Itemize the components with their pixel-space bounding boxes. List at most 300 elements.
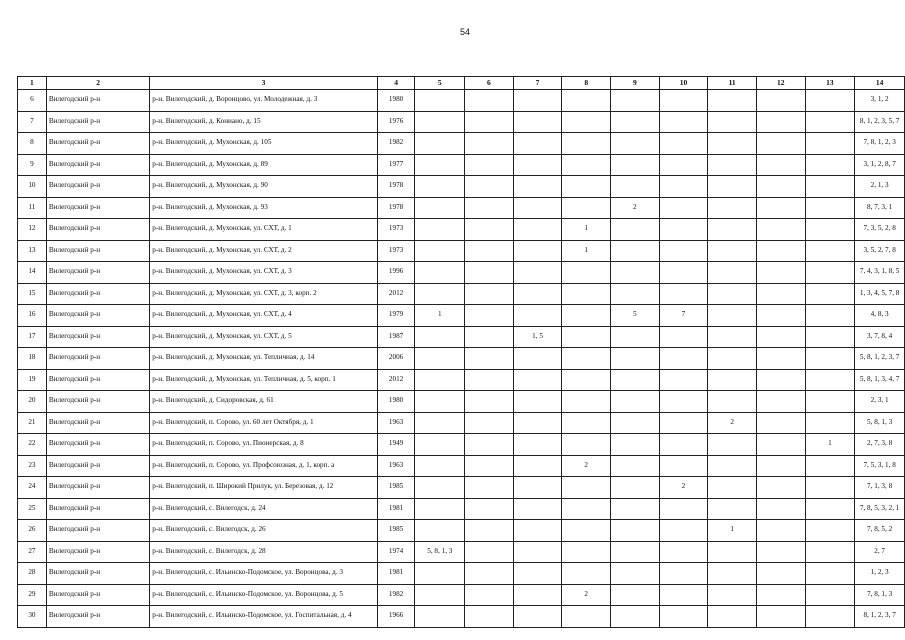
- table-cell: [756, 197, 805, 219]
- table-cell: 7, 4, 3, 1, 8, 5: [855, 262, 905, 284]
- table-cell: р-н. Вилегодский, д. Мухонская, ул. СХТ, д. 4: [150, 305, 377, 327]
- table-cell: [659, 197, 708, 219]
- table-cell: 13: [18, 240, 47, 262]
- table-cell: [465, 111, 514, 133]
- table-cell: [465, 262, 514, 284]
- table-cell: [611, 154, 660, 176]
- table-cell: Вилегодский р-н: [46, 584, 149, 606]
- table-cell: [465, 541, 514, 563]
- table-cell: 1973: [377, 219, 415, 241]
- table-cell: 19: [18, 369, 47, 391]
- table-cell: [415, 219, 465, 241]
- table-cell: [805, 133, 855, 155]
- table-cell: [415, 154, 465, 176]
- table-cell: [805, 563, 855, 585]
- table-cell: [659, 541, 708, 563]
- table-cell: [562, 369, 611, 391]
- table-cell: 7, 8, 1, 2, 3: [855, 133, 905, 155]
- table-cell: [756, 563, 805, 585]
- table-cell: 3, 5, 2, 7, 8: [855, 240, 905, 262]
- table-cell: [756, 412, 805, 434]
- table-cell: [415, 90, 465, 112]
- table-cell: [415, 262, 465, 284]
- table-cell: [415, 563, 465, 585]
- column-header: 1: [18, 77, 47, 90]
- table-cell: [756, 111, 805, 133]
- table-cell: [708, 262, 757, 284]
- table-cell: [513, 584, 562, 606]
- table-cell: р-н. Вилегодский, д. Мухонская, д. 89: [150, 154, 377, 176]
- table-cell: [513, 197, 562, 219]
- table-cell: [756, 477, 805, 499]
- table-row: [18, 606, 905, 628]
- table-cell: р-н. Вилегодский, д. Мухонская, д. 93: [150, 197, 377, 219]
- table-row: [18, 477, 905, 499]
- table-cell: [708, 477, 757, 499]
- table-row: [18, 584, 905, 606]
- table-cell: [611, 111, 660, 133]
- table-cell: [756, 305, 805, 327]
- table-row: [18, 369, 905, 391]
- table-row: [18, 434, 905, 456]
- table-cell: [659, 154, 708, 176]
- table-cell: 1, 3, 4, 5, 7, 8: [855, 283, 905, 305]
- table-cell: 3, 1, 2: [855, 90, 905, 112]
- table-body: [18, 90, 905, 628]
- table-row: [18, 154, 905, 176]
- table-cell: [756, 176, 805, 198]
- table-cell: [415, 369, 465, 391]
- table-cell: [562, 111, 611, 133]
- table-cell: Вилегодский р-н: [46, 412, 149, 434]
- table-cell: [611, 455, 660, 477]
- table-cell: [805, 498, 855, 520]
- table-cell: [756, 369, 805, 391]
- table-row: [18, 262, 905, 284]
- table-cell: [708, 369, 757, 391]
- table-cell: 6: [18, 90, 47, 112]
- table-cell: [805, 412, 855, 434]
- table-cell: [611, 606, 660, 628]
- table-cell: [415, 520, 465, 542]
- table-cell: [465, 520, 514, 542]
- table-cell: [708, 584, 757, 606]
- table-cell: 1: [805, 434, 855, 456]
- table-cell: [465, 219, 514, 241]
- table-cell: 22: [18, 434, 47, 456]
- table-cell: [756, 541, 805, 563]
- table-cell: [756, 133, 805, 155]
- table-cell: [611, 520, 660, 542]
- table-cell: 1: [708, 520, 757, 542]
- table-cell: р-н. Вилегодский, п. Сорово, ул. Пионерская, д. 8: [150, 434, 377, 456]
- table-cell: [659, 262, 708, 284]
- table-cell: [513, 412, 562, 434]
- table-cell: [805, 111, 855, 133]
- table-cell: [465, 133, 514, 155]
- table-cell: [659, 133, 708, 155]
- table-cell: Вилегодский р-н: [46, 154, 149, 176]
- table-row: [18, 541, 905, 563]
- table-cell: [465, 434, 514, 456]
- table-cell: [659, 584, 708, 606]
- table-cell: [562, 477, 611, 499]
- table-cell: [708, 498, 757, 520]
- table-cell: Вилегодский р-н: [46, 520, 149, 542]
- table-row: [18, 197, 905, 219]
- table-cell: [659, 520, 708, 542]
- table-cell: 1966: [377, 606, 415, 628]
- table-cell: [465, 412, 514, 434]
- table-cell: [756, 434, 805, 456]
- table-cell: [756, 240, 805, 262]
- table-cell: Вилегодский р-н: [46, 305, 149, 327]
- table-cell: [659, 90, 708, 112]
- table-cell: [805, 369, 855, 391]
- table-cell: 1977: [377, 154, 415, 176]
- table-cell: [708, 434, 757, 456]
- table-cell: [611, 176, 660, 198]
- table-row: [18, 520, 905, 542]
- table-cell: [562, 541, 611, 563]
- table-cell: р-н. Вилегодский, д. Мухонская, ул. СХТ, д. 3: [150, 262, 377, 284]
- table-cell: [415, 434, 465, 456]
- table-cell: Вилегодский р-н: [46, 348, 149, 370]
- table-cell: р-н. Вилегодский, д. Мухонская, д. 90: [150, 176, 377, 198]
- table-cell: [465, 240, 514, 262]
- table-cell: [465, 348, 514, 370]
- table-cell: 1976: [377, 111, 415, 133]
- table-cell: [513, 240, 562, 262]
- table-cell: [708, 240, 757, 262]
- data-table: [17, 76, 905, 628]
- table-cell: [611, 498, 660, 520]
- table-cell: Вилегодский р-н: [46, 391, 149, 413]
- table-cell: 1978: [377, 176, 415, 198]
- table-cell: 7: [18, 111, 47, 133]
- table-row: [18, 305, 905, 327]
- table-cell: [659, 283, 708, 305]
- table-cell: 1974: [377, 541, 415, 563]
- table-cell: [659, 348, 708, 370]
- table-row: [18, 326, 905, 348]
- table-cell: 2: [659, 477, 708, 499]
- table-cell: [415, 240, 465, 262]
- table-cell: [465, 606, 514, 628]
- table-cell: Вилегодский р-н: [46, 133, 149, 155]
- table-cell: 7, 5, 3, 1, 8: [855, 455, 905, 477]
- table-cell: [562, 326, 611, 348]
- table-cell: [562, 262, 611, 284]
- table-cell: [513, 391, 562, 413]
- table-cell: р-н. Вилегодский, п. Сорово, ул. 60 лет Октября, д. 1: [150, 412, 377, 434]
- table-cell: 5: [611, 305, 660, 327]
- table-row: [18, 219, 905, 241]
- table-cell: 2, 3, 1: [855, 391, 905, 413]
- table-cell: р-н. Вилегодский, д. Кониано, д. 15: [150, 111, 377, 133]
- table-cell: [465, 477, 514, 499]
- table-cell: [562, 434, 611, 456]
- table-cell: Вилегодский р-н: [46, 326, 149, 348]
- table-cell: [708, 90, 757, 112]
- table-cell: 5, 8, 1, 2, 3, 7: [855, 348, 905, 370]
- table-cell: [708, 391, 757, 413]
- column-header: 5: [415, 77, 465, 90]
- table-cell: [805, 520, 855, 542]
- table-cell: 5, 8, 1, 3, 4, 7: [855, 369, 905, 391]
- table-cell: [513, 541, 562, 563]
- table-cell: [513, 154, 562, 176]
- table-cell: [659, 326, 708, 348]
- table-row: [18, 563, 905, 585]
- table-cell: 1982: [377, 133, 415, 155]
- table-cell: 30: [18, 606, 47, 628]
- table-cell: 1: [415, 305, 465, 327]
- table-cell: [513, 434, 562, 456]
- table-cell: [611, 219, 660, 241]
- table-cell: 1973: [377, 240, 415, 262]
- table-cell: 17: [18, 326, 47, 348]
- table-row: [18, 240, 905, 262]
- table-cell: [611, 90, 660, 112]
- table-cell: 2, 7, 3, 8: [855, 434, 905, 456]
- table-cell: [465, 90, 514, 112]
- table-cell: [708, 348, 757, 370]
- table-cell: р-н. Вилегодский, п. Широкий Прилук, ул. Березовая, д. 12: [150, 477, 377, 499]
- table-cell: Вилегодский р-н: [46, 606, 149, 628]
- table-cell: [562, 176, 611, 198]
- table-cell: [415, 584, 465, 606]
- table-cell: [513, 176, 562, 198]
- table-cell: [415, 197, 465, 219]
- table-cell: [611, 563, 660, 585]
- table-cell: [513, 133, 562, 155]
- page-number: 54: [459, 27, 470, 37]
- table-cell: [756, 498, 805, 520]
- table-cell: Вилегодский р-н: [46, 219, 149, 241]
- table-cell: 4, 8, 3: [855, 305, 905, 327]
- column-header: 11: [708, 77, 757, 90]
- table-cell: Вилегодский р-н: [46, 90, 149, 112]
- table-cell: [659, 240, 708, 262]
- table-cell: 7: [659, 305, 708, 327]
- table-cell: 16: [18, 305, 47, 327]
- table-cell: [659, 498, 708, 520]
- table-cell: [562, 563, 611, 585]
- table-cell: 3, 7, 8, 4: [855, 326, 905, 348]
- table-cell: [611, 326, 660, 348]
- table-cell: 20: [18, 391, 47, 413]
- table-cell: [756, 219, 805, 241]
- table-cell: [708, 154, 757, 176]
- table-cell: [611, 434, 660, 456]
- column-header: 9: [611, 77, 660, 90]
- table-cell: [513, 283, 562, 305]
- table-cell: [415, 455, 465, 477]
- table-cell: 29: [18, 584, 47, 606]
- table-cell: [708, 541, 757, 563]
- column-header: 4: [377, 77, 415, 90]
- table-cell: 1949: [377, 434, 415, 456]
- table-row: [18, 176, 905, 198]
- table-cell: [513, 563, 562, 585]
- table-row: [18, 455, 905, 477]
- table-cell: [562, 283, 611, 305]
- header-row: [18, 77, 905, 90]
- table-cell: 26: [18, 520, 47, 542]
- table-cell: [513, 369, 562, 391]
- table-cell: Вилегодский р-н: [46, 455, 149, 477]
- table-cell: [708, 606, 757, 628]
- table-cell: р-н. Вилегодский, д. Воронцово, ул. Молодежная, д. 3: [150, 90, 377, 112]
- table-cell: [611, 584, 660, 606]
- table-cell: 2: [708, 412, 757, 434]
- table-cell: [756, 520, 805, 542]
- table-row: [18, 133, 905, 155]
- table-cell: [659, 606, 708, 628]
- table-cell: 8: [18, 133, 47, 155]
- table-cell: [415, 283, 465, 305]
- table-cell: [708, 176, 757, 198]
- table-cell: [513, 90, 562, 112]
- column-header: 7: [513, 77, 562, 90]
- table-row: [18, 283, 905, 305]
- table-cell: [415, 477, 465, 499]
- table-cell: 2006: [377, 348, 415, 370]
- table-cell: р-н. Вилегодский, с. Вилегодск, д. 26: [150, 520, 377, 542]
- table-cell: [415, 606, 465, 628]
- table-cell: Вилегодский р-н: [46, 369, 149, 391]
- table-cell: [562, 90, 611, 112]
- table-cell: [611, 240, 660, 262]
- table-cell: 7, 8, 1, 3: [855, 584, 905, 606]
- table-cell: 1980: [377, 90, 415, 112]
- table-cell: [756, 326, 805, 348]
- table-cell: 1978: [377, 197, 415, 219]
- table-cell: р-н. Вилегодский, п. Сорово, ул. Профсоюзная, д. 1, корп. а: [150, 455, 377, 477]
- table-cell: 12: [18, 219, 47, 241]
- table-cell: [611, 391, 660, 413]
- table-cell: [708, 133, 757, 155]
- table-cell: 14: [18, 262, 47, 284]
- table-cell: 2012: [377, 283, 415, 305]
- table-cell: [562, 520, 611, 542]
- table-cell: [805, 90, 855, 112]
- column-header: 3: [150, 77, 377, 90]
- table-cell: Вилегодский р-н: [46, 111, 149, 133]
- table-cell: [465, 283, 514, 305]
- table-cell: [513, 305, 562, 327]
- table-cell: 1987: [377, 326, 415, 348]
- table-cell: [415, 348, 465, 370]
- table-cell: [562, 606, 611, 628]
- table-cell: р-н. Вилегодский, д. Сидоровская, д. 61: [150, 391, 377, 413]
- table-cell: 1979: [377, 305, 415, 327]
- table-cell: [611, 541, 660, 563]
- table-cell: р-н. Вилегодский, д. Мухонская, ул. СХТ, д. 5: [150, 326, 377, 348]
- table-cell: [513, 606, 562, 628]
- table-cell: 7, 1, 3, 8: [855, 477, 905, 499]
- table-cell: [562, 391, 611, 413]
- table-cell: 5, 8, 1, 3: [855, 412, 905, 434]
- column-header: 6: [465, 77, 514, 90]
- table-cell: [756, 348, 805, 370]
- table-cell: Вилегодский р-н: [46, 240, 149, 262]
- table-cell: [805, 197, 855, 219]
- table-cell: 2: [562, 455, 611, 477]
- table-cell: 1985: [377, 477, 415, 499]
- table-cell: [415, 133, 465, 155]
- table-cell: [659, 391, 708, 413]
- column-header: 10: [659, 77, 708, 90]
- table-cell: 27: [18, 541, 47, 563]
- table-cell: 10: [18, 176, 47, 198]
- table-cell: 1981: [377, 563, 415, 585]
- table-cell: [513, 348, 562, 370]
- table-cell: [611, 133, 660, 155]
- table-cell: [465, 326, 514, 348]
- table-cell: 1985: [377, 520, 415, 542]
- table-cell: [659, 176, 708, 198]
- table-cell: [465, 305, 514, 327]
- table-cell: р-н. Вилегодский, с. Вилегодск, д. 24: [150, 498, 377, 520]
- table-cell: р-н. Вилегодский, с. Ильинско-Подомское, ул. Госпитальная, д. 4: [150, 606, 377, 628]
- table-cell: [513, 520, 562, 542]
- table-cell: [465, 176, 514, 198]
- table-cell: 1, 5: [513, 326, 562, 348]
- table-cell: [415, 176, 465, 198]
- table-cell: [708, 563, 757, 585]
- table-cell: [659, 219, 708, 241]
- table-cell: 11: [18, 197, 47, 219]
- table-cell: [415, 412, 465, 434]
- table-cell: [805, 240, 855, 262]
- table-cell: Вилегодский р-н: [46, 498, 149, 520]
- table-cell: 5, 8, 1, 3: [415, 541, 465, 563]
- table-cell: [756, 391, 805, 413]
- table-cell: Вилегодский р-н: [46, 283, 149, 305]
- table-cell: [805, 455, 855, 477]
- table-cell: [513, 219, 562, 241]
- table-cell: 2, 7: [855, 541, 905, 563]
- table-cell: 1982: [377, 584, 415, 606]
- table-cell: 2: [611, 197, 660, 219]
- table-cell: р-н. Вилегодский, д. Мухонская, ул. Тепличная, д. 14: [150, 348, 377, 370]
- table-cell: 1981: [377, 498, 415, 520]
- table-cell: [805, 606, 855, 628]
- table-cell: 23: [18, 455, 47, 477]
- table-cell: Вилегодский р-н: [46, 434, 149, 456]
- table-cell: [756, 584, 805, 606]
- table-cell: [805, 176, 855, 198]
- table-cell: 1980: [377, 391, 415, 413]
- table-cell: Вилегодский р-н: [46, 563, 149, 585]
- table-cell: [415, 498, 465, 520]
- table-cell: [465, 455, 514, 477]
- table-cell: Вилегодский р-н: [46, 262, 149, 284]
- table-cell: [415, 111, 465, 133]
- table-cell: [562, 498, 611, 520]
- table-cell: [659, 369, 708, 391]
- table-cell: 2, 1, 3: [855, 176, 905, 198]
- table-cell: р-н. Вилегодский, д. Мухонская, ул. Тепличная, д. 5, корп. 1: [150, 369, 377, 391]
- table-cell: [659, 434, 708, 456]
- table-cell: [805, 584, 855, 606]
- table-cell: [415, 391, 465, 413]
- table-cell: [611, 283, 660, 305]
- table-cell: Вилегодский р-н: [46, 477, 149, 499]
- table-row: [18, 348, 905, 370]
